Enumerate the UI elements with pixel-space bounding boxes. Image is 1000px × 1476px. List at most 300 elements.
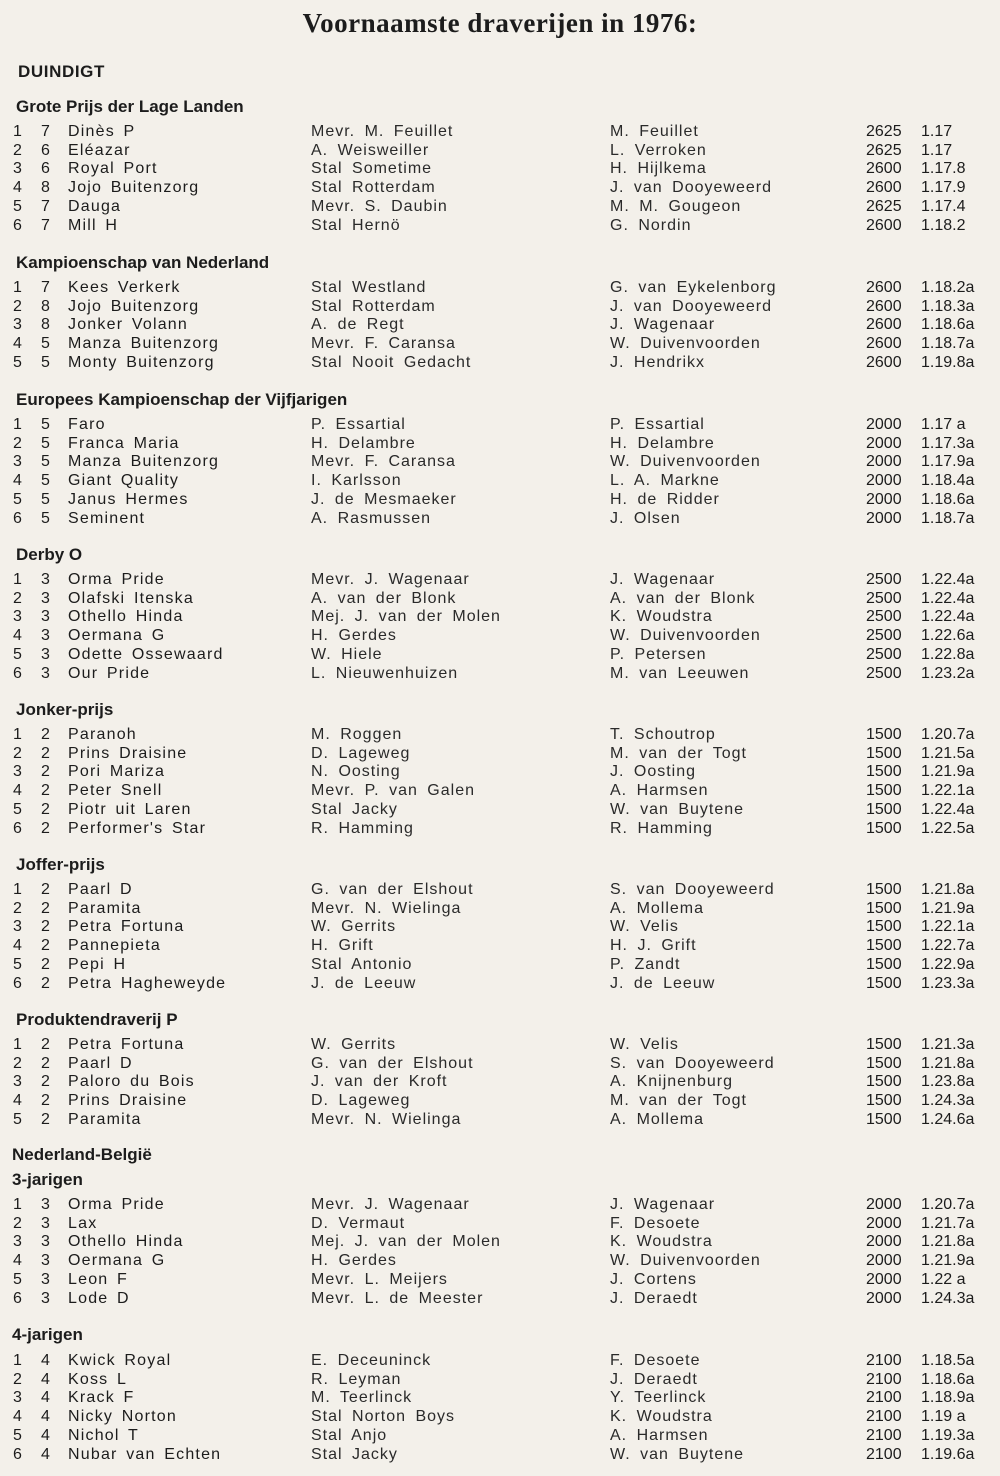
result-owner: Stal Rotterdam	[311, 297, 436, 315]
result-driver: A. Harmsen	[610, 1426, 709, 1444]
result-age: 4	[41, 1352, 50, 1369]
result-distance: 2000	[866, 1196, 902, 1213]
result-driver: J. Wagenaar	[610, 571, 716, 588]
result-row	[0, 1407, 1000, 1426]
result-row	[0, 781, 1000, 800]
result-horse: Lode D	[68, 1289, 130, 1307]
result-row	[0, 1370, 1000, 1389]
result-time: 1.22.4a	[921, 608, 975, 626]
result-row	[0, 178, 1000, 197]
result-time: 1.18.2	[921, 216, 966, 234]
result-row	[0, 1072, 1000, 1091]
result-horse: Orma Pride	[68, 571, 165, 588]
result-age: 5	[41, 335, 50, 353]
result-age: 5	[41, 434, 50, 452]
result-horse: Pori Mariza	[68, 763, 166, 781]
result-distance: 2000	[866, 453, 902, 471]
result-pos: 3	[13, 1233, 22, 1251]
result-distance: 2100	[866, 1426, 902, 1444]
result-age: 4	[41, 1445, 50, 1463]
result-age: 3	[41, 1233, 50, 1251]
result-horse: Prins Draisine	[68, 744, 188, 762]
result-driver: M. M. Gougeon	[610, 197, 742, 215]
result-owner: G. van der Elshout	[311, 1054, 474, 1072]
result-owner: Stal Jacky	[311, 800, 398, 818]
result-age: 3	[41, 645, 50, 663]
result-distance: 2500	[866, 645, 902, 663]
result-row	[0, 1388, 1000, 1407]
result-pos: 6	[13, 216, 22, 234]
result-driver: P. Zandt	[610, 955, 681, 973]
result-horse: Jojo Buitenzorg	[68, 179, 200, 197]
result-pos: 6	[13, 1289, 22, 1307]
result-time: 1.19.8a	[921, 353, 975, 371]
race-title: Europees Kampioenschap der Vijfjarigen	[16, 390, 348, 409]
result-distance: 1500	[866, 819, 902, 837]
result-distance: 2600	[866, 316, 902, 334]
result-age: 7	[41, 123, 50, 140]
result-time: 1.24.3a	[921, 1092, 975, 1110]
result-driver: T. Schoutrop	[610, 726, 716, 743]
result-distance: 2000	[866, 416, 902, 433]
result-row	[0, 353, 1000, 372]
result-distance: 1500	[866, 782, 902, 800]
result-age: 3	[41, 571, 50, 588]
result-horse: Seminent	[68, 509, 146, 527]
result-distance: 2600	[866, 353, 902, 371]
result-distance: 1500	[866, 726, 902, 743]
result-driver: J. Deraedt	[610, 1370, 698, 1388]
page-title: Voornaamste draverijen in 1976:	[302, 8, 698, 38]
result-pos: 3	[13, 608, 22, 626]
result-age: 2	[41, 1110, 50, 1128]
result-time: 1.17	[921, 141, 953, 159]
result-distance: 2000	[866, 472, 902, 490]
result-horse: Orma Pride	[68, 1196, 165, 1213]
result-horse: Kees Verkerk	[68, 279, 181, 296]
result-distance: 2600	[866, 179, 902, 197]
result-horse: Nicky Norton	[68, 1408, 177, 1426]
result-pos: 3	[13, 918, 22, 936]
result-row	[0, 725, 1000, 744]
result-pos: 6	[13, 819, 22, 837]
result-horse: Manza Buitenzorg	[68, 335, 220, 353]
result-owner: Mej. J. van der Molen	[311, 608, 501, 626]
result-distance: 1500	[866, 1110, 902, 1128]
result-row	[0, 197, 1000, 216]
result-age: 3	[41, 1214, 50, 1232]
result-owner: Mevr. F. Caransa	[311, 335, 456, 353]
result-horse: Lax	[68, 1214, 98, 1232]
result-owner: A. Weisweiller	[311, 141, 430, 159]
result-time: 1.18.7a	[921, 335, 975, 353]
result-age: 3	[41, 1252, 50, 1270]
result-horse: Petra Fortuna	[68, 918, 185, 936]
result-pos: 1	[13, 726, 22, 743]
result-driver: W. Velis	[610, 918, 679, 936]
result-row	[0, 159, 1000, 178]
result-pos: 4	[13, 1408, 22, 1426]
result-owner: D. Vermaut	[311, 1214, 406, 1232]
result-owner: Stal Norton Boys	[311, 1408, 456, 1426]
result-row	[0, 1214, 1000, 1233]
result-horse: Monty Buitenzorg	[68, 353, 215, 371]
result-driver: J. Hendrikx	[610, 353, 706, 371]
result-time: 1.18.7a	[921, 509, 975, 527]
result-driver: K. Woudstra	[610, 1233, 713, 1251]
result-pos: 2	[13, 1214, 22, 1232]
race-title: 4-jarigen	[12, 1325, 83, 1344]
result-age: 2	[41, 937, 50, 955]
result-pos: 4	[13, 1252, 22, 1270]
result-time: 1.23.3a	[921, 974, 975, 992]
result-owner: Mevr. J. Wagenaar	[311, 1196, 470, 1213]
result-distance: 2100	[866, 1445, 902, 1463]
result-distance: 2000	[866, 1214, 902, 1232]
result-age: 2	[41, 726, 50, 743]
result-row	[0, 1270, 1000, 1289]
result-time: 1.22.4a	[921, 571, 975, 588]
result-driver: H. J. Grift	[610, 937, 697, 955]
result-pos: 2	[13, 1370, 22, 1388]
result-distance: 2500	[866, 571, 902, 588]
result-distance: 2500	[866, 608, 902, 626]
result-owner: Stal Sometime	[311, 160, 433, 178]
result-driver: J. Oosting	[610, 763, 697, 781]
result-time: 1.21.8a	[921, 881, 975, 898]
result-distance: 1500	[866, 1054, 902, 1072]
result-distance: 1500	[866, 1036, 902, 1053]
result-pos: 5	[13, 645, 22, 663]
result-time: 1.18.2a	[921, 279, 975, 296]
result-horse: Our Pride	[68, 664, 151, 682]
result-driver: J. de Leeuw	[610, 974, 716, 992]
result-pos: 6	[13, 974, 22, 992]
result-time: 1.17.9	[921, 179, 966, 197]
result-owner: W. Gerrits	[311, 1036, 397, 1053]
result-age: 4	[41, 1426, 50, 1444]
result-horse: Mill H	[68, 216, 119, 234]
result-pos: 1	[13, 1036, 22, 1053]
result-driver: W. van Buytene	[610, 1445, 745, 1463]
result-pos: 3	[13, 453, 22, 471]
result-owner: R. Leyman	[311, 1370, 402, 1388]
result-horse: Pannepieta	[68, 937, 161, 955]
result-pos: 1	[13, 279, 22, 296]
result-row	[0, 917, 1000, 936]
result-horse: Oermana G	[68, 627, 166, 645]
result-row	[0, 626, 1000, 645]
result-age: 3	[41, 608, 50, 626]
result-pos: 3	[13, 316, 22, 334]
result-age: 3	[41, 589, 50, 607]
result-owner: Mevr. N. Wielinga	[311, 1110, 462, 1128]
result-row	[0, 1426, 1000, 1445]
result-owner: H. Grift	[311, 937, 374, 955]
result-owner: D. Lageweg	[311, 744, 411, 762]
result-age: 3	[41, 1196, 50, 1213]
result-time: 1.24.3a	[921, 1289, 975, 1307]
result-time: 1.22.4a	[921, 589, 975, 607]
result-pos: 5	[13, 955, 22, 973]
result-horse: Peter Snell	[68, 782, 163, 800]
result-row	[0, 1091, 1000, 1110]
result-owner: H. Gerdes	[311, 1252, 397, 1270]
result-driver: A. Harmsen	[610, 782, 709, 800]
result-horse: Royal Port	[68, 160, 158, 178]
result-age: 4	[41, 1370, 50, 1388]
result-pos: 4	[13, 782, 22, 800]
result-horse: Othello Hinda	[68, 608, 184, 626]
result-owner: W. Hiele	[311, 645, 383, 663]
result-distance: 2000	[866, 490, 902, 508]
result-horse: Faro	[68, 416, 106, 433]
result-owner: Stal Anjo	[311, 1426, 388, 1444]
result-age: 2	[41, 881, 50, 898]
result-pos: 1	[13, 1352, 22, 1369]
result-age: 2	[41, 744, 50, 762]
result-age: 7	[41, 216, 50, 234]
result-driver: F. Desoete	[610, 1214, 701, 1232]
result-driver: K. Woudstra	[610, 1408, 713, 1426]
result-time: 1.18.6a	[921, 1370, 975, 1388]
result-distance: 1500	[866, 937, 902, 955]
result-pos: 5	[13, 800, 22, 818]
result-distance: 1500	[866, 918, 902, 936]
result-driver: F. Desoete	[610, 1352, 701, 1369]
result-owner: Mevr. L. Meijers	[311, 1270, 448, 1288]
result-pos: 5	[13, 1270, 22, 1288]
result-row	[0, 880, 1000, 899]
result-driver: H. de Ridder	[610, 490, 720, 508]
result-row	[0, 664, 1000, 683]
result-horse: Paramita	[68, 1110, 142, 1128]
result-row	[0, 415, 1000, 434]
result-age: 5	[41, 453, 50, 471]
result-row	[0, 974, 1000, 993]
result-pos: 1	[13, 571, 22, 588]
result-row	[0, 607, 1000, 626]
result-age: 2	[41, 955, 50, 973]
result-distance: 2600	[866, 297, 902, 315]
result-owner: Stal Jacky	[311, 1445, 398, 1463]
result-time: 1.22.9a	[921, 955, 975, 973]
result-time: 1.18.6a	[921, 316, 975, 334]
result-horse: Leon F	[68, 1270, 129, 1288]
result-distance: 1500	[866, 881, 902, 898]
result-age: 3	[41, 627, 50, 645]
result-driver: S. van Dooyeweerd	[610, 1054, 775, 1072]
result-distance: 2000	[866, 509, 902, 527]
result-time: 1.18.9a	[921, 1389, 975, 1407]
result-distance: 2500	[866, 589, 902, 607]
result-driver: A. Mollema	[610, 899, 705, 917]
result-time: 1.17	[921, 123, 953, 140]
result-pos: 1	[13, 1196, 22, 1213]
result-pos: 6	[13, 1445, 22, 1463]
result-driver: M. van der Togt	[610, 1092, 747, 1110]
result-owner: J. de Mesmaeker	[311, 490, 457, 508]
result-driver: G. van Eykelenborg	[610, 279, 777, 296]
result-driver: J. Olsen	[610, 509, 681, 527]
result-driver: W. Duivenvoorden	[610, 335, 761, 353]
result-row	[0, 570, 1000, 589]
result-pos: 4	[13, 179, 22, 197]
result-time: 1.23.8a	[921, 1073, 975, 1091]
result-owner: I. Karlsson	[311, 472, 402, 490]
result-driver: A. Knijnenburg	[610, 1073, 733, 1091]
result-horse: Nubar van Echten	[68, 1445, 222, 1463]
result-row	[0, 278, 1000, 297]
result-owner: Mevr. N. Wielinga	[311, 899, 462, 917]
result-distance: 1500	[866, 1092, 902, 1110]
result-time: 1.17.3a	[921, 434, 975, 452]
result-row	[0, 899, 1000, 918]
result-horse: Oermana G	[68, 1252, 166, 1270]
result-time: 1.21.9a	[921, 1252, 975, 1270]
result-horse: Jojo Buitenzorg	[68, 297, 200, 315]
result-owner: N. Oosting	[311, 763, 401, 781]
result-owner: J. de Leeuw	[311, 974, 417, 992]
result-row	[0, 297, 1000, 316]
result-owner: H. Delambre	[311, 434, 416, 452]
result-owner: Mevr. L. de Meester	[311, 1289, 484, 1307]
result-pos: 6	[13, 509, 22, 527]
result-driver: J. Wagenaar	[610, 316, 716, 334]
result-row	[0, 509, 1000, 528]
race-title: Joffer-prijs	[16, 855, 105, 874]
result-age: 2	[41, 1054, 50, 1072]
result-driver: H. Hijlkema	[610, 160, 707, 178]
result-distance: 2000	[866, 1270, 902, 1288]
result-time: 1.21.3a	[921, 1036, 975, 1053]
result-pos: 1	[13, 123, 22, 140]
result-owner: D. Lageweg	[311, 1092, 411, 1110]
result-age: 2	[41, 819, 50, 837]
result-age: 4	[41, 1408, 50, 1426]
result-driver: P. Essartial	[610, 416, 705, 433]
result-owner: A. de Regt	[311, 316, 405, 334]
result-owner: H. Gerdes	[311, 627, 397, 645]
result-distance: 1500	[866, 763, 902, 781]
race-title: Produktendraverij P	[16, 1010, 178, 1029]
result-time: 1.18.3a	[921, 297, 975, 315]
result-horse: Petra Hagheweyde	[68, 974, 227, 992]
result-driver: Y. Teerlinck	[610, 1389, 707, 1407]
result-age: 6	[41, 141, 50, 159]
result-time: 1.22 a	[921, 1270, 966, 1288]
result-horse: Koss L	[68, 1370, 128, 1388]
result-pos: 2	[13, 589, 22, 607]
result-distance: 1500	[866, 744, 902, 762]
result-age: 5	[41, 416, 50, 433]
result-driver: L. A. Markne	[610, 472, 720, 490]
result-time: 1.20.7a	[921, 726, 975, 743]
result-horse: Krack F	[68, 1389, 135, 1407]
result-horse: Giant Quality	[68, 472, 180, 490]
result-driver: K. Woudstra	[610, 608, 713, 626]
result-horse: Paarl D	[68, 881, 133, 898]
result-time: 1.19.3a	[921, 1426, 975, 1444]
result-row	[0, 800, 1000, 819]
result-time: 1.22.5a	[921, 819, 975, 837]
result-age: 5	[41, 472, 50, 490]
race-title: Derby O	[16, 545, 83, 564]
result-owner: L. Nieuwenhuizen	[311, 664, 459, 682]
result-pos: 5	[13, 490, 22, 508]
result-age: 2	[41, 918, 50, 936]
result-driver: L. Verroken	[610, 141, 707, 159]
result-owner: Stal Hernö	[311, 216, 401, 234]
result-pos: 3	[13, 763, 22, 781]
result-driver: M. van der Togt	[610, 744, 747, 762]
result-row	[0, 122, 1000, 141]
result-distance: 2625	[866, 123, 902, 140]
result-age: 2	[41, 974, 50, 992]
result-row	[0, 1289, 1000, 1308]
result-row	[0, 490, 1000, 509]
result-age: 2	[41, 899, 50, 917]
result-row	[0, 1035, 1000, 1054]
result-owner: M. Roggen	[311, 726, 403, 743]
result-age: 8	[41, 316, 50, 334]
result-time: 1.17.8	[921, 160, 966, 178]
result-pos: 4	[13, 472, 22, 490]
result-distance: 2100	[866, 1389, 902, 1407]
result-distance: 1500	[866, 1073, 902, 1091]
result-row	[0, 334, 1000, 353]
result-owner: Mej. J. van der Molen	[311, 1233, 501, 1251]
result-row	[0, 1445, 1000, 1464]
result-horse: Paramita	[68, 899, 142, 917]
result-distance: 2600	[866, 279, 902, 296]
result-owner: Mevr. S. Daubin	[311, 197, 448, 215]
result-driver: J. van Dooyeweerd	[610, 179, 772, 197]
result-time: 1.18.4a	[921, 472, 975, 490]
result-time: 1.22.8a	[921, 645, 975, 663]
result-pos: 2	[13, 744, 22, 762]
result-distance: 2600	[866, 335, 902, 353]
result-driver: J. Cortens	[610, 1270, 697, 1288]
result-distance: 2000	[866, 1289, 902, 1307]
result-time: 1.22.4a	[921, 800, 975, 818]
result-pos: 4	[13, 937, 22, 955]
result-time: 1.22.7a	[921, 937, 975, 955]
result-driver: M. van Leeuwen	[610, 664, 750, 682]
result-owner: Stal Antonio	[311, 955, 413, 973]
result-row	[0, 744, 1000, 763]
result-age: 3	[41, 1270, 50, 1288]
result-pos: 5	[13, 197, 22, 215]
result-horse: Performer's Star	[68, 819, 207, 837]
result-driver: W. Duivenvoorden	[610, 1252, 761, 1270]
result-time: 1.22.1a	[921, 782, 975, 800]
result-pos: 2	[13, 141, 22, 159]
result-row	[0, 216, 1000, 235]
result-time: 1.21.9a	[921, 763, 975, 781]
result-age: 2	[41, 1092, 50, 1110]
result-horse: Piotr uit Laren	[68, 800, 192, 818]
result-pos: 1	[13, 881, 22, 898]
result-pos: 2	[13, 899, 22, 917]
result-age: 7	[41, 279, 50, 296]
result-driver: S. van Dooyeweerd	[610, 881, 775, 898]
result-driver: A. van der Blonk	[610, 589, 756, 607]
result-driver: J. Deraedt	[610, 1289, 698, 1307]
result-driver: W. Velis	[610, 1036, 679, 1053]
result-horse: Dinès P	[68, 123, 136, 140]
result-pos: 5	[13, 1110, 22, 1128]
